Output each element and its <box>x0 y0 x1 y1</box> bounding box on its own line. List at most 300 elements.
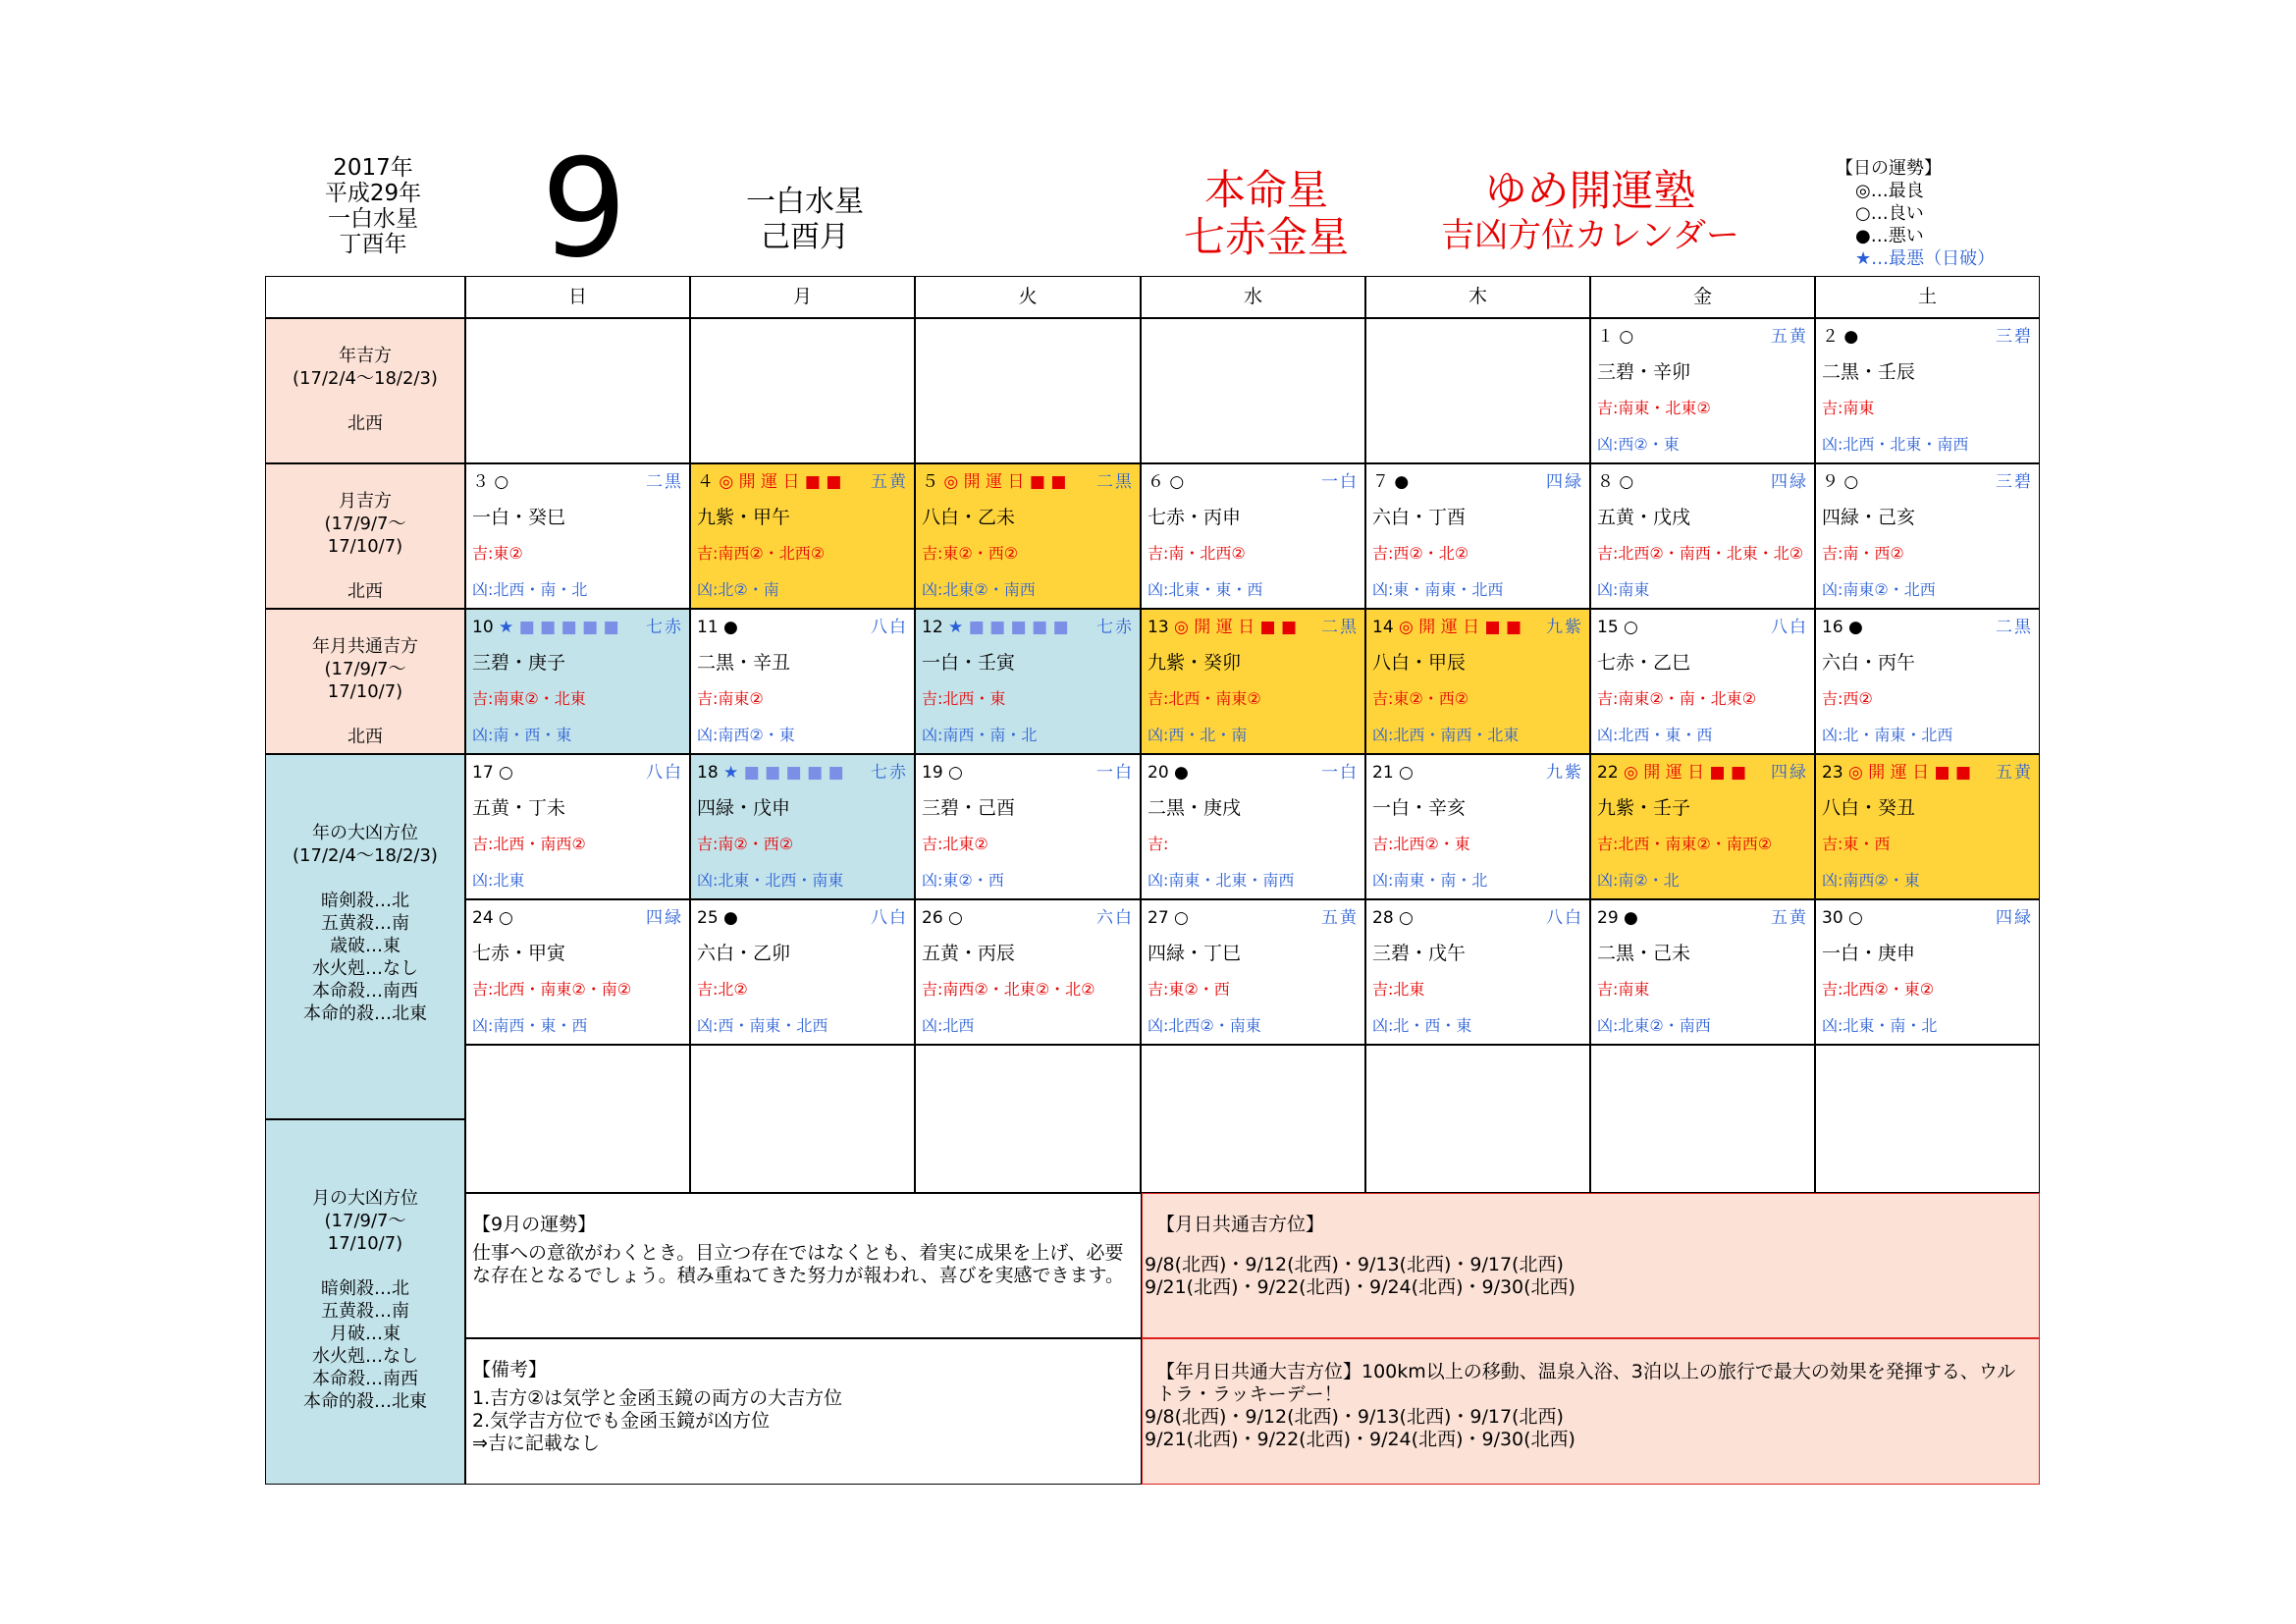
empty-day-cell <box>1141 318 1365 463</box>
empty-day-cell <box>465 318 690 463</box>
day-star: 五黄 <box>871 472 908 492</box>
side-line <box>266 703 464 726</box>
day-kanshi: 二黒・己未 <box>1597 943 1691 964</box>
day-cell <box>1815 318 2040 463</box>
side-label <box>265 463 465 609</box>
legend-item: ●…悪い <box>1855 226 1924 246</box>
empty-day-cell <box>1815 1045 2040 1193</box>
day-star: 五黄 <box>1996 763 2033 783</box>
day-kichi: 吉:南東②・南・北東② <box>1597 689 1757 708</box>
fortune-mark: ● <box>723 618 738 637</box>
day-kyo: 凶:北東・北西・南東 <box>697 871 844 890</box>
day-kichi: 吉:東② <box>472 544 523 563</box>
day-kanshi: 二黒・庚戌 <box>1148 797 1242 819</box>
day-kichi: 吉:南東②・北東 <box>472 689 586 708</box>
day-kichi: 吉:北西②・南西・北東・北② <box>1597 544 1804 563</box>
fortune-mark: ○ <box>1174 908 1189 928</box>
day-star: 七赤 <box>646 618 683 637</box>
day-kichi: 吉:北東② <box>922 835 988 853</box>
side-line: (17/9/7～ <box>324 1211 406 1231</box>
day-star: 四緑 <box>1771 763 1808 783</box>
day-label <box>1372 906 1414 930</box>
day-star: 八白 <box>1546 908 1583 928</box>
day-label <box>1372 470 1409 494</box>
day-label <box>922 761 963 785</box>
day-kichi: 吉:東②・西② <box>922 544 1019 563</box>
side-line: (17/9/7～ <box>324 659 406 679</box>
side-label <box>265 1119 465 1485</box>
day-number: 17 <box>472 763 494 783</box>
day-kyo: 凶:南東 <box>1597 580 1650 599</box>
fortune-note <box>465 1193 1142 1338</box>
day-header <box>1822 325 2033 349</box>
day-label <box>1148 616 1297 639</box>
day-star: 八白 <box>871 618 908 637</box>
day-badge: 開 運 日 ■ ■ <box>1194 618 1298 637</box>
fortune-mark: ○ <box>1399 908 1414 928</box>
legend-item: ○…良い <box>1855 203 1924 224</box>
day-badge: ■ ■ ■ ■ ■ <box>743 763 844 783</box>
side-line: 本命殺…南西 <box>312 981 418 1001</box>
day-kyo: 凶:西・南東・北西 <box>697 1016 828 1035</box>
fortune-text: 仕事への意欲がわくとき。目立つ存在ではなくとも、着実に成果を上げ、必要な存在となるでしょう。積み重ねてきた努力が報われ、喜びを実感できます。 <box>472 1242 1124 1286</box>
day-star: 二黒 <box>1321 618 1359 637</box>
day-kyo: 凶:北西・南西・北東 <box>1372 726 1520 744</box>
day-number: 26 <box>922 908 943 928</box>
day-kichi: 吉:北② <box>697 980 748 999</box>
day-number: １ <box>1597 327 1614 347</box>
side-line: 五黄殺…南 <box>321 913 409 934</box>
day-kanshi: 五黄・戊戌 <box>1597 507 1691 528</box>
day-star: 九紫 <box>1546 763 1583 783</box>
month-star <box>721 185 888 255</box>
day-header <box>1597 470 1808 494</box>
weekday-header: 木 <box>1365 276 1590 318</box>
fortune-mark: ○ <box>499 763 513 783</box>
legend-item: ★…最悪（日破） <box>1855 248 1996 269</box>
fortune-mark: ◎ <box>1399 618 1414 637</box>
day-kyo: 凶:東②・西 <box>922 871 1004 890</box>
day-header <box>1148 761 1359 785</box>
side-line: 北西 <box>347 727 383 747</box>
day-cell <box>690 754 915 899</box>
day-kanshi: 六白・丁酉 <box>1372 507 1467 528</box>
day-cell <box>1365 754 1590 899</box>
day-kanshi: 一白・辛亥 <box>1372 797 1467 819</box>
day-label <box>472 616 619 639</box>
day-kyo: 凶:南西・南・北 <box>922 726 1038 744</box>
day-cell <box>465 463 690 609</box>
getsu-line: 9/8(北西)・9/12(北西)・9/13(北西)・9/17(北西) <box>1145 1254 1564 1275</box>
day-label <box>697 470 841 494</box>
day-header <box>1597 761 1808 785</box>
day-number: ７ <box>1372 472 1389 492</box>
year-info <box>294 155 452 257</box>
day-label <box>1822 906 1863 930</box>
day-header <box>1372 616 1583 639</box>
day-number: 24 <box>472 908 494 928</box>
day-cell <box>1141 463 1365 609</box>
side-line: 北西 <box>347 413 383 434</box>
month-star-line: 己酉月 <box>761 220 849 254</box>
day-label <box>472 470 508 494</box>
side-line <box>266 867 464 890</box>
day-kichi: 吉:南・西② <box>1822 544 1904 563</box>
day-number: 23 <box>1822 763 1843 783</box>
side-line: 月吉方 <box>339 491 392 512</box>
fortune-mark: ○ <box>1619 472 1634 492</box>
fortune-mark: ● <box>1174 763 1189 783</box>
day-cell <box>1815 754 2040 899</box>
day-kanshi: 九紫・癸卯 <box>1148 652 1242 674</box>
day-cell <box>465 609 690 754</box>
day-kyo: 凶:北西②・南東 <box>1148 1016 1261 1035</box>
day-header <box>697 761 908 785</box>
day-star: 一白 <box>1321 472 1359 492</box>
day-cell <box>1815 463 2040 609</box>
side-line: 本命的殺…北東 <box>303 1003 427 1024</box>
fortune-mark: ○ <box>1169 472 1185 492</box>
side-label <box>265 318 465 463</box>
day-kichi: 吉:北西②・東② <box>1822 980 1935 999</box>
biko-line: 2.気学吉方位でも金函玉鏡が凶方位 <box>472 1410 771 1432</box>
empty-day-cell <box>1590 1045 1815 1193</box>
day-kichi: 吉:北西・南西② <box>472 835 586 853</box>
day-kichi: 吉:南西②・北西② <box>697 544 826 563</box>
day-kyo: 凶:北東・南・北 <box>1822 1016 1938 1035</box>
empty-day-cell <box>1365 1045 1590 1193</box>
empty-day-cell <box>1365 318 1590 463</box>
day-cell <box>465 754 690 899</box>
day-number: 25 <box>697 908 719 928</box>
year-line: 丁酉年 <box>339 232 407 257</box>
day-kichi: 吉:東②・西 <box>1148 980 1230 999</box>
day-star: 五黄 <box>1321 908 1359 928</box>
day-star: 七赤 <box>1096 618 1134 637</box>
month-number: 9 <box>541 130 627 288</box>
day-label <box>1597 616 1638 639</box>
day-label <box>1597 470 1633 494</box>
day-kyo: 凶:北・西・東 <box>1372 1016 1472 1035</box>
day-kanshi: 一白・壬寅 <box>922 652 1016 674</box>
day-number: 10 <box>472 618 494 637</box>
year-line: 平成29年 <box>324 181 422 206</box>
day-kichi: 吉: <box>1148 835 1169 853</box>
month-star-line: 一白水星 <box>746 185 864 219</box>
fortune-mark: ○ <box>1624 618 1638 637</box>
day-header <box>1822 761 2033 785</box>
day-label <box>1822 325 1858 349</box>
day-kanshi: 八白・癸丑 <box>1822 797 1916 819</box>
day-number: 19 <box>922 763 943 783</box>
day-kichi: 吉:東・西 <box>1822 835 1891 853</box>
side-line: 五黄殺…南 <box>321 1301 409 1322</box>
day-kyo: 凶:南西②・東 <box>1822 871 1920 890</box>
side-line: 水火剋…なし <box>312 1346 418 1367</box>
day-kyo: 凶:北・南東・北西 <box>1822 726 1953 744</box>
day-header <box>472 761 683 785</box>
side-line <box>266 1255 464 1277</box>
empty-day-cell <box>1141 1045 1365 1193</box>
juku-subtitle: 吉凶方位カレンダー <box>1441 216 1739 255</box>
day-kichi: 吉:南西②・北東②・北② <box>922 980 1095 999</box>
side-line: 月破…東 <box>330 1324 400 1344</box>
day-kichi: 吉:北西・南東②・南② <box>472 980 632 999</box>
day-number: ２ <box>1822 327 1839 347</box>
day-label <box>472 761 513 785</box>
day-kanshi: 七赤・甲寅 <box>472 943 566 964</box>
day-cell <box>1815 899 2040 1045</box>
day-label <box>1372 761 1414 785</box>
weekday-header: 日 <box>465 276 690 318</box>
day-label <box>472 906 513 930</box>
day-kanshi: 四緑・戊申 <box>697 797 791 819</box>
day-kanshi: 七赤・丙申 <box>1148 507 1242 528</box>
day-kyo: 凶:北西・南・北 <box>472 580 588 599</box>
day-kanshi: 二黒・辛丑 <box>697 652 791 674</box>
day-number: 27 <box>1148 908 1169 928</box>
day-header <box>1597 906 1808 930</box>
fortune-mark: ★ <box>723 763 739 783</box>
day-header <box>697 906 908 930</box>
side-line: 水火剋…なし <box>312 958 418 979</box>
day-cell <box>1365 899 1590 1045</box>
day-kanshi: 八白・甲辰 <box>1372 652 1467 674</box>
day-label <box>697 616 738 639</box>
day-kichi: 吉:南②・西② <box>697 835 794 853</box>
day-kyo: 凶:南東・北東・南西 <box>1148 871 1295 890</box>
day-kanshi: 三碧・辛卯 <box>1597 361 1691 383</box>
day-kichi: 吉:南・北西② <box>1148 544 1246 563</box>
day-kyo: 凶:西・北・南 <box>1148 726 1248 744</box>
day-kanshi: 一白・庚申 <box>1822 943 1916 964</box>
day-star: 八白 <box>1771 618 1808 637</box>
side-line: 17/10/7) <box>327 1233 403 1254</box>
day-kichi: 吉:南東 <box>1597 980 1650 999</box>
day-kanshi: 九紫・甲午 <box>697 507 791 528</box>
day-header <box>1822 906 2033 930</box>
day-badge: 開 運 日 ■ ■ <box>1643 763 1747 783</box>
side-line: 暗剣殺…北 <box>321 891 409 911</box>
day-number: 28 <box>1372 908 1394 928</box>
day-star: 五黄 <box>1771 327 1808 347</box>
header-corner <box>265 276 465 318</box>
calendar-title <box>1423 167 1757 255</box>
day-number: ５ <box>922 472 938 492</box>
nengetsu-line: 9/21(北西)・9/22(北西)・9/24(北西)・9/30(北西) <box>1145 1429 1575 1450</box>
weekday-header: 月 <box>690 276 915 318</box>
fortune-legend <box>1836 157 2071 270</box>
day-kanshi: 三碧・己酉 <box>922 797 1016 819</box>
day-cell <box>915 899 1141 1045</box>
day-cell <box>1141 754 1365 899</box>
day-number: ９ <box>1822 472 1839 492</box>
day-header <box>1822 616 2033 639</box>
day-cell <box>690 463 915 609</box>
day-header <box>1148 906 1359 930</box>
side-line: 17/10/7) <box>327 536 403 557</box>
day-cell <box>1590 318 1815 463</box>
day-label <box>922 470 1066 494</box>
side-line: 年の大凶方位 <box>312 823 418 843</box>
day-label <box>697 906 738 930</box>
day-label <box>1822 616 1863 639</box>
day-cell <box>1590 899 1815 1045</box>
day-number: 30 <box>1822 908 1843 928</box>
fortune-mark: ◎ <box>1624 763 1638 783</box>
fortune-mark: ○ <box>1399 763 1414 783</box>
day-kyo: 凶:南東・南・北 <box>1372 871 1488 890</box>
day-cell <box>1590 754 1815 899</box>
empty-day-cell <box>915 318 1141 463</box>
day-header <box>1597 616 1808 639</box>
legend-item: ◎…最良 <box>1855 181 1924 201</box>
day-number: 20 <box>1148 763 1169 783</box>
fortune-mark: ◎ <box>1848 763 1863 783</box>
day-star: 二黒 <box>1096 472 1134 492</box>
day-header <box>922 470 1134 494</box>
day-header <box>922 761 1134 785</box>
day-kichi: 吉:南東② <box>697 689 764 708</box>
empty-day-cell <box>915 1045 1141 1193</box>
day-header <box>697 470 908 494</box>
side-line: 年月共通吉方 <box>312 636 418 657</box>
day-kanshi: 六白・丙午 <box>1822 652 1916 674</box>
day-cell <box>690 609 915 754</box>
day-kichi: 吉:東②・西② <box>1372 689 1469 708</box>
day-kyo: 凶:南②・北 <box>1597 871 1680 890</box>
day-cell <box>1365 463 1590 609</box>
nengetsu-title: 【年月日共通大吉方位】100km以上の移動、温泉入浴、3泊以上の旅行で最大の効果を発揮する、ウルトラ・ラッキーデー！ <box>1156 1361 2016 1405</box>
day-kichi: 吉:西② <box>1822 689 1873 708</box>
side-line: (17/2/4～18/2/3) <box>293 845 438 866</box>
day-kanshi: 四緑・己亥 <box>1822 507 1916 528</box>
day-badge: 開 運 日 ■ ■ <box>738 472 842 492</box>
day-star: 四緑 <box>646 908 683 928</box>
day-header <box>472 470 683 494</box>
day-label <box>1822 470 1858 494</box>
legend-title: 【日の運勢】 <box>1836 158 1942 179</box>
fortune-mark: ○ <box>948 908 963 928</box>
nengetsu-line: 9/8(北西)・9/12(北西)・9/13(北西)・9/17(北西) <box>1145 1406 1564 1428</box>
day-number: 18 <box>697 763 719 783</box>
day-kichi: 吉:北西・東 <box>922 689 1006 708</box>
day-star: 二黒 <box>646 472 683 492</box>
getsu-line: 9/21(北西)・9/22(北西)・9/24(北西)・9/30(北西) <box>1145 1276 1575 1298</box>
day-star: 九紫 <box>1546 618 1583 637</box>
honmei-line: 本命星 <box>1203 166 1328 214</box>
day-cell <box>465 899 690 1045</box>
day-star: 四緑 <box>1771 472 1808 492</box>
fortune-mark: ○ <box>1848 908 1863 928</box>
fortune-mark: ● <box>1843 327 1859 347</box>
day-cell <box>1590 609 1815 754</box>
day-star: 三碧 <box>1996 327 2033 347</box>
day-number: 11 <box>697 618 719 637</box>
day-header <box>1822 470 2033 494</box>
day-number: 14 <box>1372 618 1394 637</box>
biko-title: 【備考】 <box>472 1359 548 1380</box>
fortune-mark: ◎ <box>1174 618 1189 637</box>
day-kyo: 凶:南・西・東 <box>472 726 572 744</box>
day-number: 29 <box>1597 908 1619 928</box>
day-cell <box>690 899 915 1045</box>
biko-note <box>465 1338 1142 1485</box>
day-star: 二黒 <box>1996 618 2033 637</box>
day-star: 五黄 <box>1771 908 1808 928</box>
day-badge: ■ ■ ■ ■ ■ <box>968 618 1069 637</box>
day-number: 13 <box>1148 618 1169 637</box>
day-number: 12 <box>922 618 943 637</box>
day-kyo: 凶:北②・南 <box>697 580 779 599</box>
day-number: ３ <box>472 472 489 492</box>
day-star: 四緑 <box>1546 472 1583 492</box>
day-kyo: 凶:西②・東 <box>1597 435 1680 454</box>
getsu-title: 【月日共通吉方位】 <box>1156 1214 1325 1235</box>
empty-day-cell <box>690 1045 915 1193</box>
day-badge: 開 運 日 ■ ■ <box>1868 763 1972 783</box>
day-cell <box>1141 609 1365 754</box>
day-kanshi: 三碧・庚子 <box>472 652 566 674</box>
biko-line: ⇒吉に記載なし <box>472 1433 600 1454</box>
day-kyo: 凶:南西・東・西 <box>472 1016 588 1035</box>
day-label <box>697 761 844 785</box>
honmei-line: 七赤金星 <box>1183 213 1349 261</box>
day-star: 四緑 <box>1996 908 2033 928</box>
day-header <box>922 906 1134 930</box>
day-header <box>472 616 683 639</box>
day-number: 21 <box>1372 763 1394 783</box>
day-cell <box>915 609 1141 754</box>
day-badge: ■ ■ ■ ■ ■ <box>518 618 619 637</box>
day-kanshi: 九紫・壬子 <box>1597 797 1691 819</box>
day-cell <box>1815 609 2040 754</box>
day-number: ４ <box>697 472 714 492</box>
day-star: 七赤 <box>871 763 908 783</box>
day-kyo: 凶:北東・東・西 <box>1148 580 1263 599</box>
day-header <box>1372 470 1583 494</box>
getsu-common-note <box>1142 1193 2040 1338</box>
side-line: 17/10/7) <box>327 681 403 702</box>
day-number: 15 <box>1597 618 1619 637</box>
side-line: (17/9/7～ <box>324 514 406 534</box>
weekday-header: 金 <box>1590 276 1815 318</box>
fortune-mark: ◎ <box>719 472 734 492</box>
day-kichi: 吉:西②・北② <box>1372 544 1469 563</box>
biko-line: 1.吉方②は気学と金函玉鏡の両方の大吉方位 <box>472 1387 843 1409</box>
day-label <box>1148 470 1184 494</box>
day-kichi: 吉:北西・南東② <box>1148 689 1261 708</box>
fortune-mark: ○ <box>1619 327 1634 347</box>
side-line: 歳破…東 <box>330 936 400 956</box>
day-number: ６ <box>1148 472 1164 492</box>
day-label <box>1148 906 1189 930</box>
day-star: 八白 <box>871 908 908 928</box>
fortune-mark: ◎ <box>943 472 959 492</box>
weekday-header: 火 <box>915 276 1141 318</box>
day-star: 六白 <box>1096 908 1134 928</box>
side-line: 年吉方 <box>339 346 392 366</box>
day-kanshi: 二黒・壬辰 <box>1822 361 1916 383</box>
side-label <box>265 609 465 754</box>
day-kyo: 凶:北東②・南西 <box>922 580 1036 599</box>
weekday-header: 土 <box>1815 276 2040 318</box>
honmei-star <box>1139 167 1394 261</box>
day-cell <box>1365 609 1590 754</box>
day-label <box>1597 761 1746 785</box>
fortune-mark: ○ <box>494 472 509 492</box>
day-kanshi: 八白・乙未 <box>922 507 1016 528</box>
